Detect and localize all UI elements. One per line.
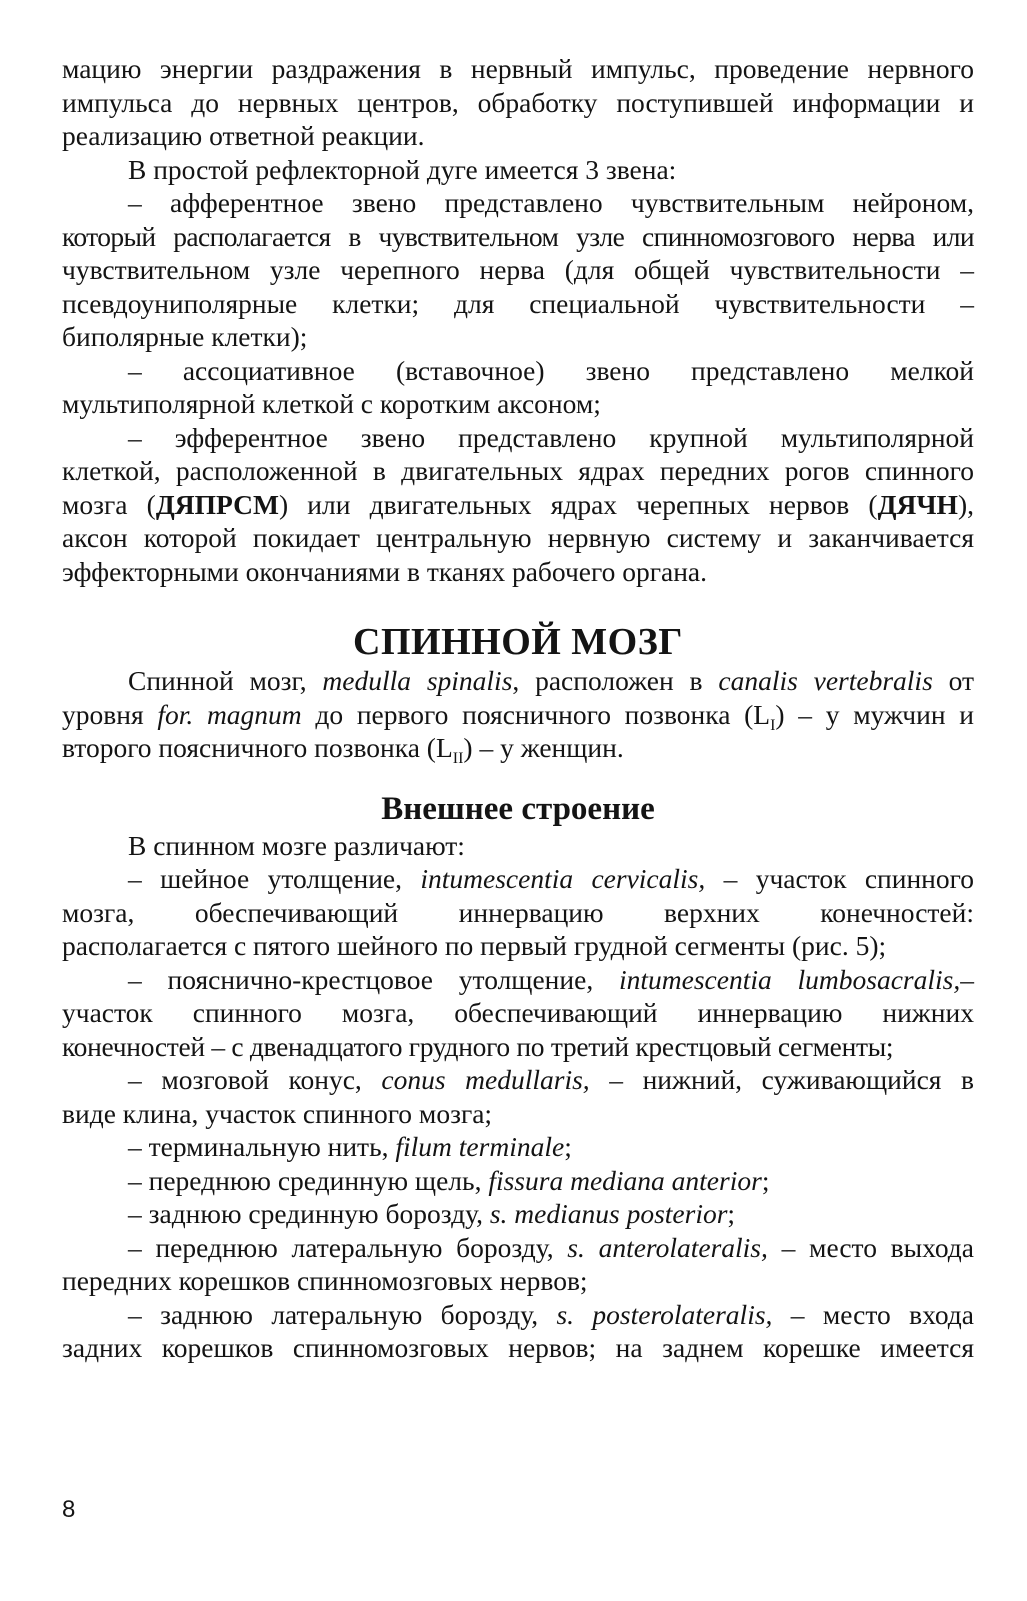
list-item-conus-medullaris [62, 1063, 974, 1130]
text-run: – [960, 963, 974, 995]
abbreviation-dyaprsm: ДЯПРСМ [155, 488, 279, 520]
text-run: – мозговой конус, [128, 1064, 382, 1095]
text-line: биполярные клетки); [62, 321, 308, 352]
text-run: – пояснично-крестцовое утолщение, [128, 963, 619, 995]
text-line [62, 1298, 974, 1332]
text-line: – афферентное звено представлено чувствительным нейроном, [128, 187, 974, 218]
text-run: до первого поясничного позвонка (L [301, 698, 771, 730]
text-line: импульса до нервных центров, обработку поступившей информации и [62, 86, 974, 118]
text-line: чувствительном узле черепного нерва (для общей чувствительности – [62, 254, 974, 285]
subsection-heading-external-structure: Внешнее строение [381, 790, 655, 827]
text-line: виде клина, участок спинного мозга; [62, 1097, 493, 1129]
text-line: мацию энергии раздражения в нервный импульс, проведение нервного [62, 53, 974, 84]
text-run: ) – у женщин. [463, 732, 624, 763]
text-line [62, 731, 974, 765]
text-line [62, 664, 974, 698]
text-run: от [932, 665, 975, 696]
text-run: уровня [62, 698, 158, 730]
list-item-posterior-median-sulcus [62, 1197, 974, 1231]
latin-term: intumescentia cervicalis, [420, 863, 706, 894]
paragraph-efferent-link [62, 421, 974, 589]
text-line [62, 488, 974, 522]
text-run: – заднюю латеральную борозду, [128, 1298, 557, 1330]
latin-term: conus medullaris, [381, 1064, 590, 1095]
paragraph-distinguish-intro: В спинном мозге различают: [128, 829, 465, 861]
text-line: – ассоциативное (вставочное) звено представлено мелкой [128, 354, 974, 386]
text-line [62, 862, 974, 896]
abbreviation-dyachn: ДЯЧН [877, 488, 958, 520]
subscript: I [770, 716, 776, 734]
paragraph-reflex-intro [62, 52, 974, 153]
text-line [62, 963, 974, 997]
text-run: – заднюю срединную борозду, [128, 1198, 490, 1229]
text-run: – нижний, суживающийся в [589, 1064, 974, 1095]
list-item-lumbosacral-enlargement [62, 963, 974, 1064]
text-line: мозга, обеспечивающий иннервацию верхних конечностей: [62, 896, 974, 928]
latin-term: fissura mediana anterior [488, 1164, 762, 1196]
text-line: – эфферентное звено представлено крупной мультиполярной [128, 421, 974, 453]
latin-term: filum terminale [395, 1131, 565, 1162]
section-heading-spinal-cord: СПИННОЙ МОЗГ [353, 621, 683, 663]
latin-term: s. posterolateralis, [556, 1298, 773, 1330]
latin-term: s. medianus posterior [489, 1198, 728, 1229]
text-line: аксон которой покидает центральную нервную систему и заканчивается [62, 522, 974, 553]
text-line: участок спинного мозга, обеспечивающий иннервацию нижних [62, 997, 974, 1028]
list-item-anterior-median-fissure [62, 1164, 974, 1198]
text-line: эффекторными окончаниями в тканях рабочего органа. [62, 555, 708, 587]
latin-term: for. magnum [157, 698, 302, 730]
text-run: ), [957, 488, 974, 520]
text-run: – шейное утолщение, [128, 863, 421, 894]
text-line: который располагается в чувствительном узле спинномозгового нерва или [62, 220, 974, 252]
list-item-filum-terminale [62, 1130, 974, 1164]
list-item-anterolateral-sulcus [62, 1231, 974, 1298]
text-line [62, 698, 974, 732]
paragraph-associative-link [62, 354, 974, 421]
paragraph-afferent-link [62, 186, 974, 354]
text-run: – переднюю срединную щель, [128, 1164, 489, 1196]
list-item-cervical-enlargement [62, 862, 974, 963]
latin-term: intumescentia lumbosacralis, [618, 963, 961, 995]
text-line: конечностей – с двенадцатого грудного по третий крестцовый сегменты; [62, 1030, 894, 1062]
text-line [62, 1063, 974, 1097]
latin-term: s. anterolateralis, [567, 1231, 768, 1263]
text-line: клеткой, расположенной в двигательных ядрах передних рогов спинного [62, 455, 974, 486]
text-run: – терминальную нить, [128, 1131, 396, 1162]
latin-term: medulla spinalis [322, 665, 513, 696]
subscript: II [452, 750, 464, 767]
text-line: передних корешков спинномозговых нервов; [62, 1265, 588, 1296]
text-run: ) или двигательных ядрах черепных нервов ( [278, 488, 878, 520]
text-run: – участок спинного [705, 863, 974, 894]
list-item-posterolateral-sulcus [62, 1298, 974, 1365]
text-line: псевдоуниполярные клетки; для специальной чувствительности – [62, 287, 974, 319]
text-run: ; [761, 1164, 770, 1196]
text-run: ; [727, 1198, 736, 1229]
text-run: второго поясничного позвонка (L [62, 732, 453, 763]
text-run: мозга ( [62, 488, 156, 520]
text-run: ; [564, 1131, 572, 1162]
page-body [62, 52, 974, 1365]
text-line: реализацию ответной реакции. [62, 120, 425, 151]
latin-term: canalis vertebralis [718, 665, 933, 696]
text-run: – переднюю латеральную борозду, [128, 1231, 568, 1263]
text-line: мультиполярной клеткой с коротким аксоном; [62, 388, 601, 419]
text-line: располагается с пятого шейного по первый грудной сегменты (рис. 5); [62, 930, 887, 961]
paragraph-spinal-cord-location [62, 664, 974, 765]
text-line [62, 1231, 974, 1265]
text-run: – место входа [772, 1298, 974, 1330]
text-run: Спинной мозг, [128, 665, 323, 696]
page-number: 8 [62, 1496, 76, 1523]
text-run: , расположен в [512, 665, 719, 696]
text-run: – место выхода [767, 1231, 974, 1263]
text-run: ) – у мужчин и [775, 698, 974, 730]
paragraph-reflex-arc: В простой рефлекторной дуге имеется 3 звена: [128, 153, 677, 185]
text-line: задних корешков спинномозговых нервов; на заднем корешке имеется [62, 1332, 974, 1363]
